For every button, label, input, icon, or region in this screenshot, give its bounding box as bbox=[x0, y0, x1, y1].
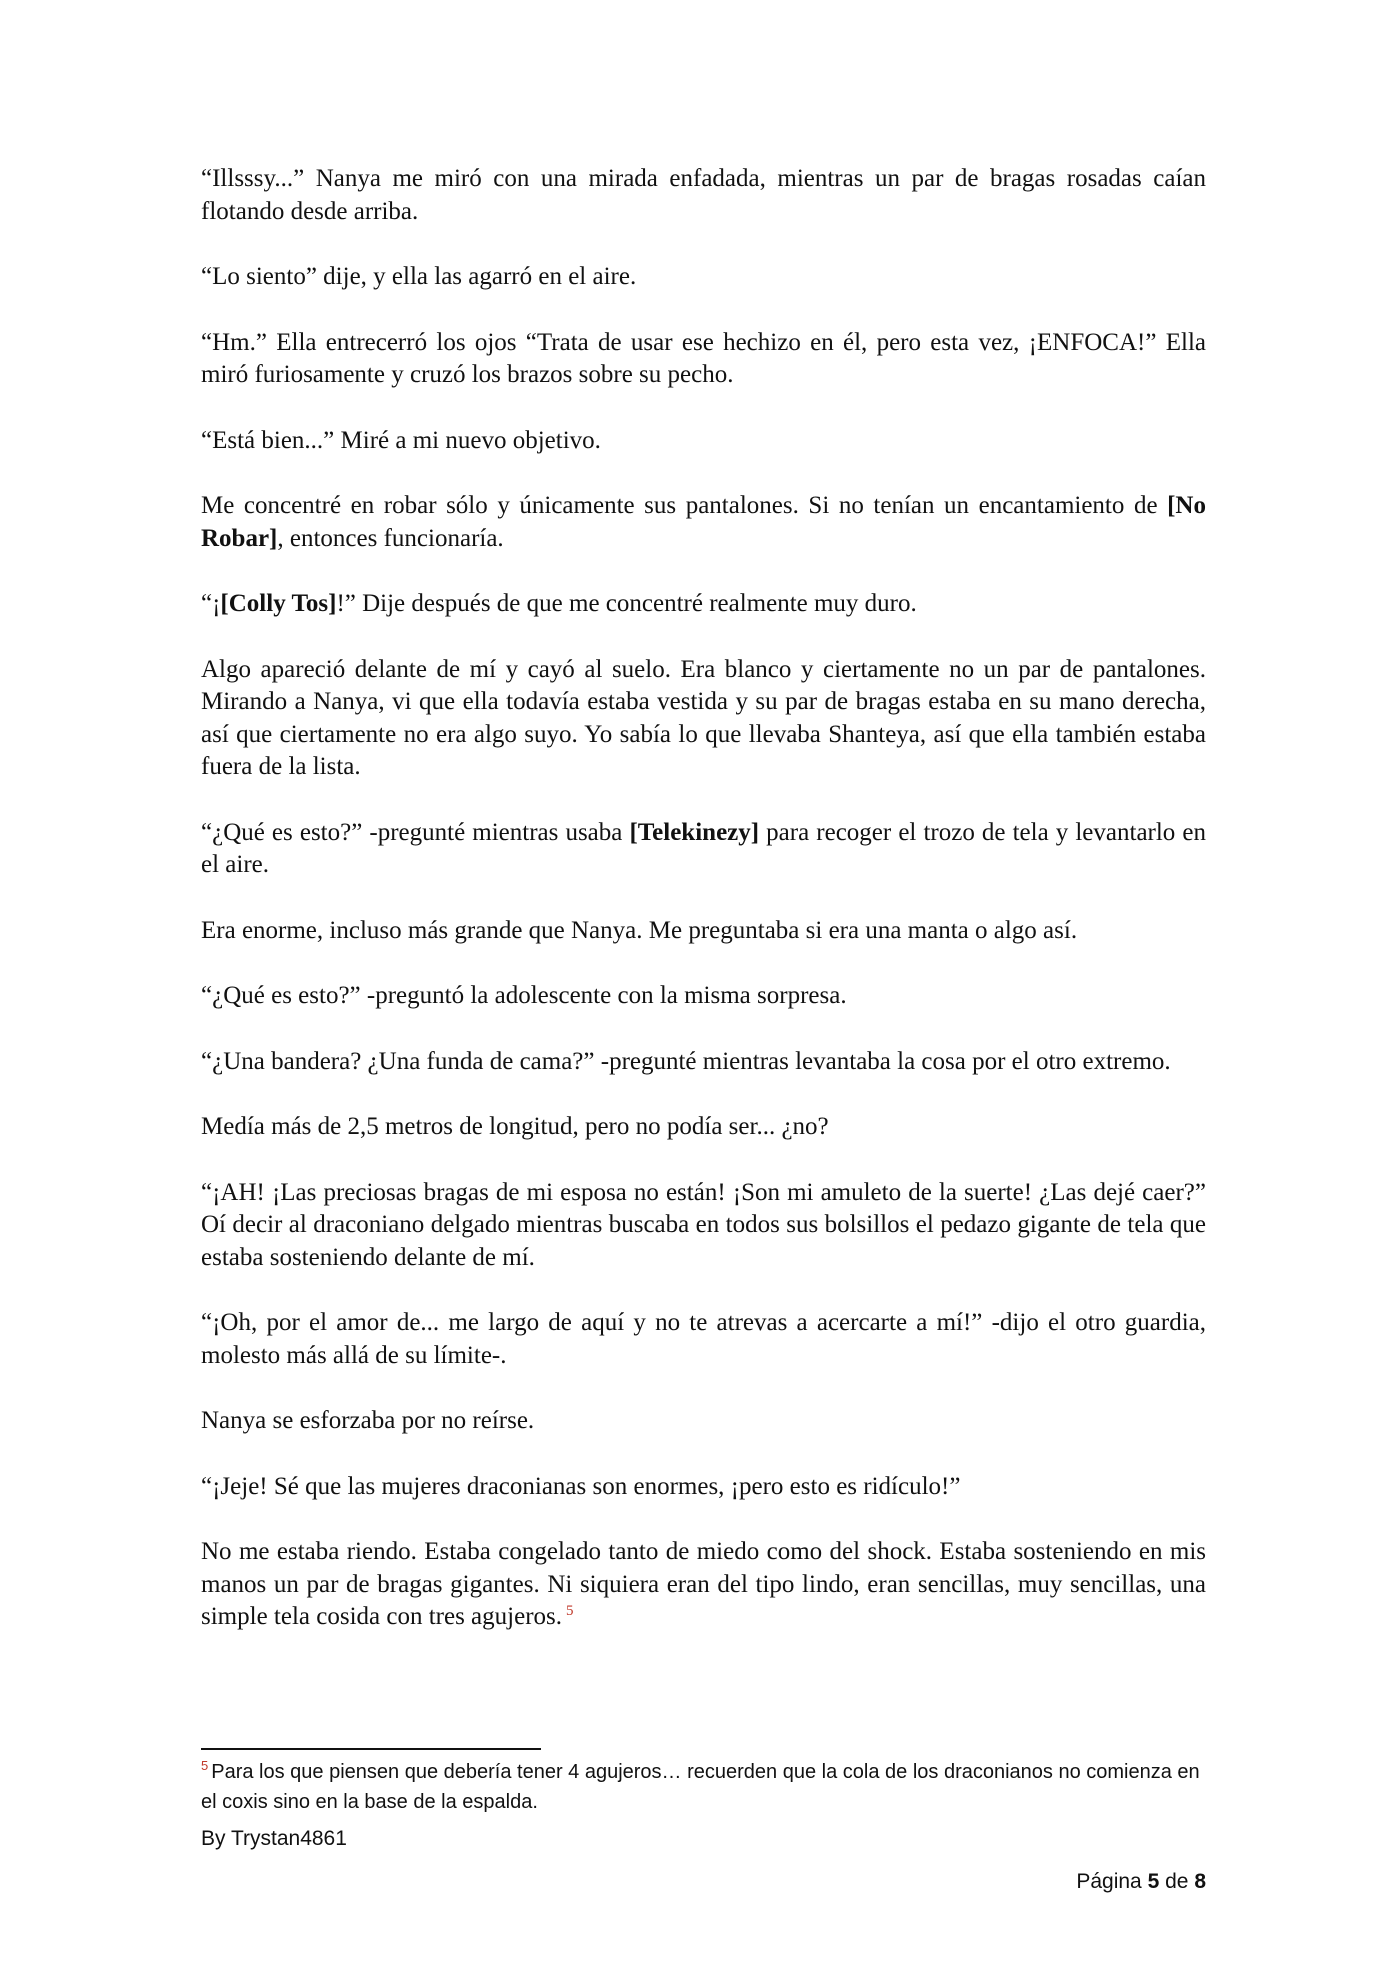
paragraph-6-text-after: !” Dije después de que me concentré realmente muy duro. bbox=[336, 590, 917, 617]
spell-name-telekinezy: [Telekinezy] bbox=[629, 818, 760, 846]
page-number bbox=[1076, 1867, 1206, 1897]
paragraph-8-text-after: para recoger el trozo de tela y levantarlo en el aire. bbox=[201, 818, 1206, 878]
paragraph-7: Algo apareció delante de mí y cayó al suelo. Era blanco y ciertamente no un par de pantalones. Mirando a Nanya, vi que ella todavía estaba vestida y su par de bragas estaba en su mano derecha, así que ciertamente no era algo suyo. Yo sabía lo que llevaba Shanteya, así que ella también estaba fuera de la lista. bbox=[201, 655, 1206, 780]
spell-name-no-robar: [No Robar] bbox=[201, 492, 1206, 552]
page-number-of: de bbox=[1165, 1870, 1189, 1893]
paragraph-5 bbox=[201, 490, 1206, 555]
author-byline: By Trystan4861 bbox=[201, 1827, 347, 1850]
paragraph-9: Era enorme, incluso más grande que Nanya. Me preguntaba si era una manta o algo así. bbox=[201, 916, 1078, 944]
paragraph-10: “¿Qué es esto?” -preguntó la adolescente con la misma sorpresa. bbox=[201, 982, 847, 1009]
paragraph-6-text-before: “¡ bbox=[201, 590, 221, 617]
paragraph-6 bbox=[201, 588, 1206, 621]
paragraph-17 bbox=[201, 1536, 1206, 1634]
paragraph-8 bbox=[201, 817, 1206, 882]
paragraph-8-text-before: “¿Qué es esto?” -pregunté mientras usaba bbox=[201, 818, 630, 846]
page-number-current: 5 bbox=[1147, 1870, 1160, 1893]
paragraph-4: “Está bien...” Miré a mi nuevo objetivo. bbox=[201, 426, 601, 454]
paragraph-1: “Illsssy...” Nanya me miró con una mirada enfadada, mientras un par de bragas rosadas caían flotando desde arriba. bbox=[201, 165, 1206, 225]
page-number-label: Página bbox=[1076, 1870, 1142, 1893]
paragraph-3: “Hm.” Ella entrecerró los ojos “Trata de usar ese hechizo en él, pero esta vez, ¡ENFOCA!” Ella miró furiosamente y cruzó los brazos sobre su pecho. bbox=[201, 328, 1206, 388]
footnote-separator bbox=[201, 1748, 541, 1750]
paragraph-11: “¿Una bandera? ¿Una funda de cama?” -pregunté mientras levantaba la cosa por el otro extremo. bbox=[201, 1047, 1171, 1075]
footnote-reference[interactable]: 5 bbox=[566, 1602, 574, 1619]
paragraph-16: “¡Jeje! Sé que las mujeres draconianas son enormes, ¡pero esto es ridículo!” bbox=[201, 1472, 961, 1500]
footnote-text: Para los que piensen que debería tener 4 agujeros… recuerden que la cola de los draconianos no comienza en el coxis sino en la base de la espalda. bbox=[201, 1761, 1200, 1813]
paragraph-17-text: No me estaba riendo. Estaba congelado tanto de miedo como del shock. Estaba sosteniendo en mis manos un par de bragas gigantes. Ni siquiera eran del tipo lindo, eran sencillas, muy sencillas, una simple tela cosida con tres agujeros. bbox=[201, 1538, 1206, 1630]
paragraph-12: Medía más de 2,5 metros de longitud, pero no podía ser... ¿no? bbox=[201, 1113, 829, 1140]
paragraph-15: Nanya se esforzaba por no reírse. bbox=[201, 1407, 535, 1434]
body-text bbox=[201, 163, 1206, 1634]
footnote bbox=[201, 1757, 1206, 1817]
page-number-total: 8 bbox=[1194, 1870, 1206, 1893]
footnote-mark: 5 bbox=[201, 1758, 209, 1774]
paragraph-14: “¡Oh, por el amor de... me largo de aquí y no te atrevas a acercarte a mí!” -dijo el otro guardia, molesto más allá de su límite-. bbox=[201, 1309, 1206, 1369]
paragraph-5-text-after: , entonces funcionaría. bbox=[277, 524, 504, 552]
spell-name-colly-tos: [Colly Tos] bbox=[220, 590, 337, 617]
paragraph-5-text-before: Me concentré en robar sólo y únicamente sus pantalones. Si no tenían un encantamiento de bbox=[201, 492, 1168, 519]
paragraph-13: “¡AH! ¡Las preciosas bragas de mi esposa no están! ¡Son mi amuleto de la suerte! ¿Las dejé caer?” Oí decir al draconiano delgado mientras buscaba en todos sus bolsillos el pedazo gigante de tela que estaba sosteniendo delante de mí. bbox=[201, 1178, 1206, 1271]
paragraph-2: “Lo siento” dije, y ella las agarró en el aire. bbox=[201, 263, 637, 290]
